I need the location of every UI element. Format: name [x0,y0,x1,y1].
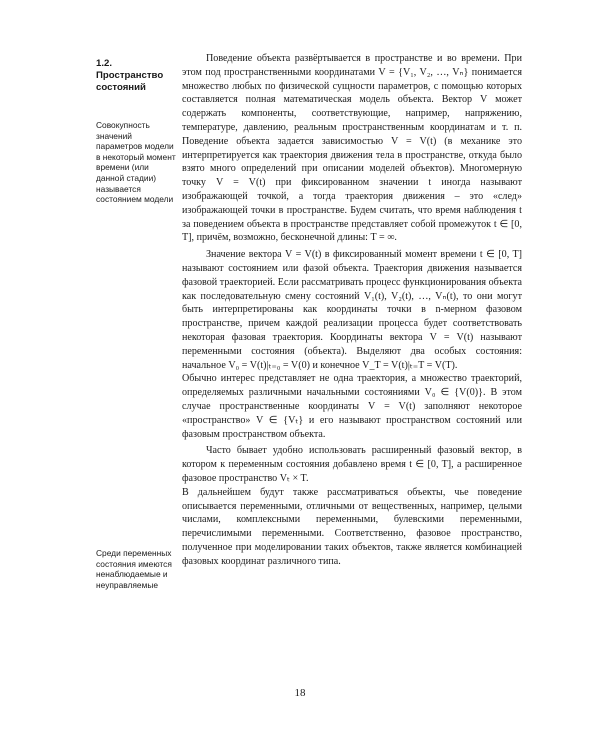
section-heading: 1.2. Пространство состояний [96,58,164,94]
margin-note-variables: Среди переменных состояния имеются ненаблюдаемые и неуправляемые [96,548,172,590]
paragraph-3: Обычно интерес представляет не одна траектория, а множество траекторий, определяемых различными начальными состояниями V₀ ∈ {V(0)}. В этом случае пространственные координаты V = V(t) заполняют некоторое «пространство» V ∈ {Vₜ} и его называют пространством состояний или фазовым пространством объекта. [182,373,522,440]
paragraph-2: Значение вектора V = V(t) в фиксированный момент времени t ∈ [0, T] называют состоянием или фазой объекта. Траектория движения называется фазовой траекторией. Если рассматривать процесс функционирования объекта как последовательную смену состояний V₁(t), V₂(t), …, Vₙ(t), то они могут быть интерпретированы как координаты точки в n-мерном фазовом пространстве, причем каждой реализации процесса будет соответствовать некоторая фазовая траектория. Координаты вектора V = V(t) называют переменными состояния (объекта). Выделяют два особых состояния: начальное V₀ = V(t)|ₜ₌₀ = V(0) и конечное V_T = V(t)|ₜ₌T = V(T). [182,249,522,371]
paragraph-1: Поведение объекта развёртывается в пространстве и во времени. При этом под пространственными координатами V = {V₁, V₂, …, Vₙ} понимается множество любых по физической сущности параметров, с помощью которых составляется полная математическая модель объекта. Вектор V может содержать компоненты, соответствующие, например, напряжению, температуре, давлению, реальным пространственным координатам и т. п. Поведение объекта задается зависимостью V = V(t) (в механике это интерпретируется как траектория движения тела в пространстве, откуда было взято много определений при описании моделей объектов). Многомерную точку V = V(t) при фиксированном значении t иногда называют изображающей точкой, а тогда траектория движения – это «след» изображающей точки в пространстве. Будем считать, что время наблюдения t за поведением объекта в пространстве представляет собой промежуток t ∈ [0, T], причём, возможно, бесконечной длины: T = ∞. [182,53,522,244]
margin-note-state: Совокупность значений параметров модели в некоторый момент времени (или данной стадии) называется состоянием модели [96,120,176,205]
main-text [182,52,522,568]
paragraph-4: Часто бывает удобно использовать расширенный фазовый вектор, в котором к переменным состояния добавлено время t ∈ [0, T], а расширенное фазовое пространство Vₜ × T. [182,445,522,484]
page-number: 18 [294,687,306,699]
paragraph-5: В дальнейшем будут также рассматриваться объекты, чье поведение описывается переменными, отличными от вещественных, например, целыми числами, комплексными переменными, булевскими переменными, перечислимыми переменными. Соответственно, фазовое пространство, полученное при моделировании таких объектов, также является комбинацией фазовых координат различного типа. [182,486,522,567]
